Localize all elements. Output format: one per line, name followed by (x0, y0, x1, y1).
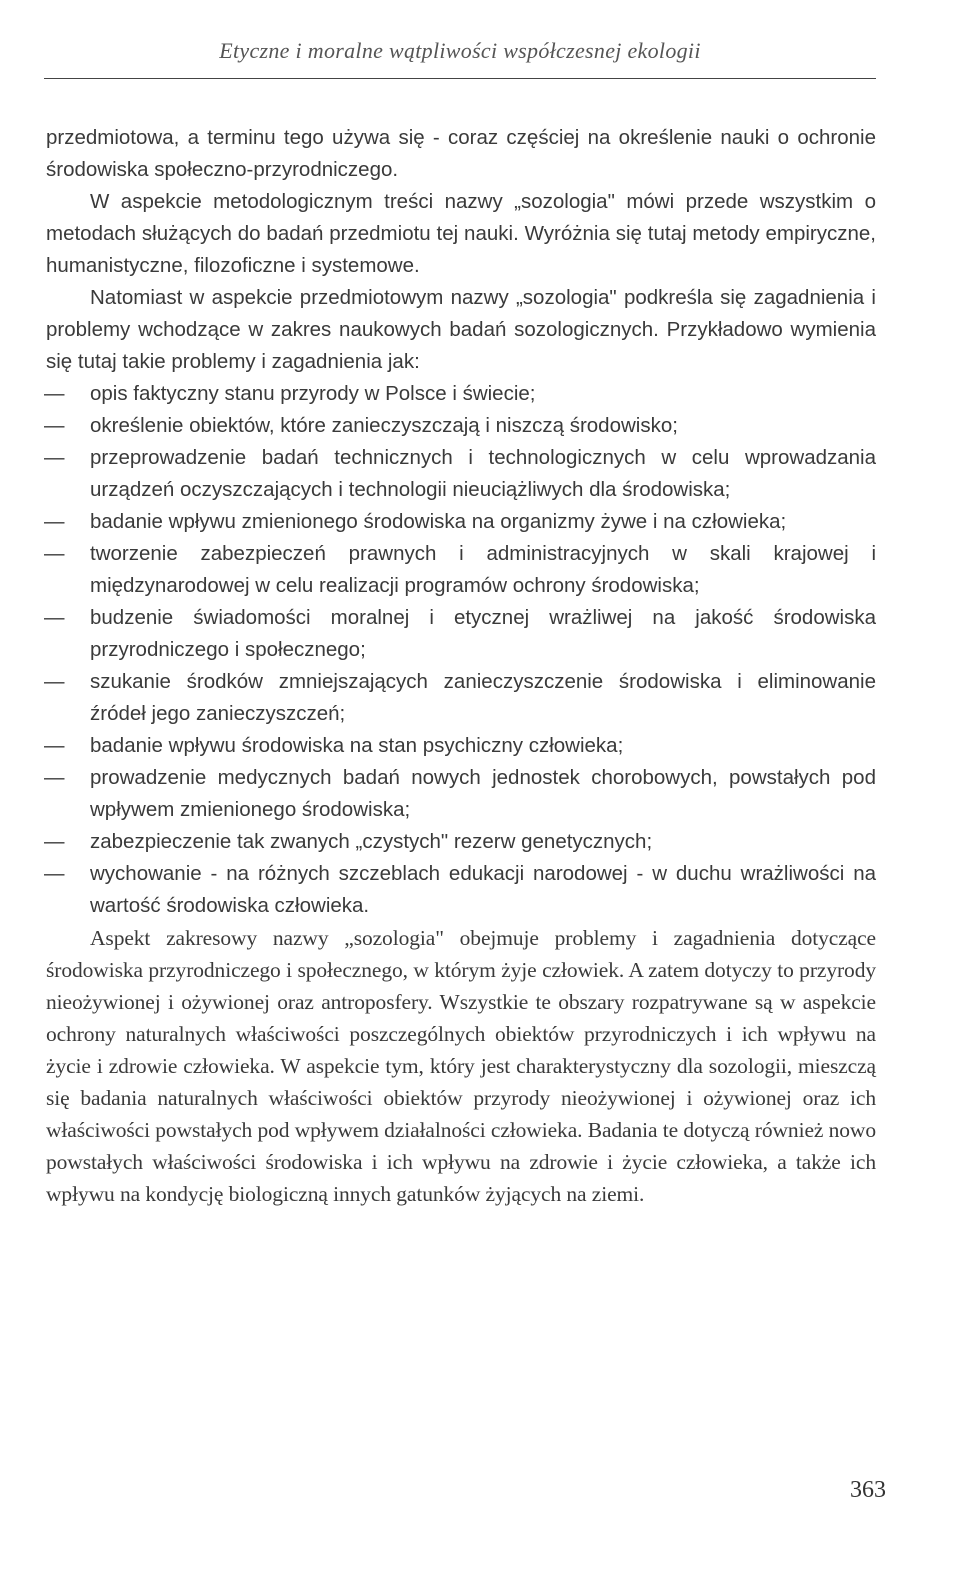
list-item-text: badanie wpływu środowiska na stan psychiczny człowieka; (90, 734, 624, 757)
list-item-text: przeprowadzenie badań technicznych i technologicznych w celu wprowadzania urządzeń oczyszczających i technologii nieuciążliwych dla środowiska; (90, 446, 876, 501)
list-item-text: określenie obiektów, które zanieczyszczają i niszczą środowisko; (90, 414, 678, 437)
dash-bullet: — (44, 446, 65, 469)
list-item-text: badanie wpływu zmienionego środowiska na organizmy żywe i na człowieka; (90, 510, 787, 533)
dash-bullet: — (44, 606, 65, 629)
list-item (46, 762, 876, 826)
dash-bullet: — (44, 830, 65, 853)
list-item (46, 666, 876, 730)
dash-bullet: — (44, 414, 65, 437)
list-item-text: szukanie środków zmniejszających zanieczyszczenie środowiska i eliminowanie źródeł jego zanieczyszczeń; (90, 670, 876, 725)
list-item-text: zabezpieczenie tak zwanych „czystych" rezerw genetycznych; (90, 830, 653, 853)
list-item (46, 538, 876, 602)
dash-bullet: — (44, 542, 65, 565)
list-item (46, 730, 876, 762)
list-item (46, 410, 876, 442)
list-item-text: wychowanie - na różnych szczeblach edukacji narodowej - w duchu wrażliwości na wartość środowiska człowieka. (90, 862, 876, 917)
list-item-text: opis faktyczny stanu przyrody w Polsce i świecie; (90, 382, 536, 405)
paragraph: przedmiotowa, a terminu tego używa się - coraz częściej na określenie nauki o ochronie środowiska społeczno-przyrodniczego. (46, 126, 876, 181)
problem-list (46, 378, 876, 922)
paragraph: Natomiast w aspekcie przedmiotowym nazwy „sozologia" podkreśla się zagadnienia i problemy wchodzące w zakres naukowych badań sozologicznych. Przykładowo wymienia się tutaj takie problemy i zagadnienia jak: (46, 286, 876, 373)
list-item (46, 442, 876, 506)
list-item-text: tworzenie zabezpieczeń prawnych i administracyjnych w skali krajowej i międzynarodowej w celu realizacji programów ochrony środowiska; (90, 542, 876, 597)
list-item-text: prowadzenie medycznych badań nowych jednostek chorobowych, powstałych pod wpływem zmienionego środowiska; (90, 766, 876, 821)
dash-bullet: — (44, 670, 65, 693)
list-item (46, 378, 876, 410)
list-item (46, 602, 876, 666)
header-rule (44, 78, 876, 79)
page-number: 363 (850, 1477, 886, 1503)
paragraph: W aspekcie metodologicznym treści nazwy „sozologia" mówi przede wszystkim o metodach służących do badań przedmiotu tej nauki. Wyróżnia się tutaj metody empiryczne, humanistyczne, filozoficzne i systemowe. (46, 190, 876, 277)
paragraph: Aspekt zakresowy nazwy „sozologia" obejmuje problemy i zagadnienia dotyczące środowiska przyrodniczego i społecznego, w którym żyje człowiek. A zatem dotyczy to przyrody nieożywionej i ożywionej oraz antroposfery. Wszystkie te obszary rozpatrywane są w aspekcie ochrony naturalnych właściwości poszczególnych obiektów przyrodniczych i ich wpływu na życie i zdrowie człowieka. W aspekcie tym, który jest charakterystyczny dla sozologii, mieszczą się badania naturalnych właściwości obiektów przyrody nieożywionej i ożywionej oraz ich właściwości powstałych pod wpływem działalności człowieka. Badania te dotyczą również nowo powstałych właściwości środowiska i ich wpływu na zdrowie i życie człowieka, a także ich wpływu na kondycję biologiczną innych gatunków żyjących na ziemi. (46, 926, 876, 1206)
dash-bullet: — (44, 734, 65, 757)
list-item (46, 858, 876, 922)
list-item (46, 506, 876, 538)
page-body (46, 122, 876, 1210)
running-header: Etyczne i moralne wątpliwości współczesnej ekologii (219, 38, 701, 63)
dash-bullet: — (44, 382, 65, 405)
dash-bullet: — (44, 862, 65, 885)
list-item-text: budzenie świadomości moralnej i etycznej wrażliwej na jakość środowiska przyrodniczego i społecznego; (90, 606, 876, 661)
dash-bullet: — (44, 766, 65, 789)
dash-bullet: — (44, 510, 65, 533)
list-item (46, 826, 876, 858)
